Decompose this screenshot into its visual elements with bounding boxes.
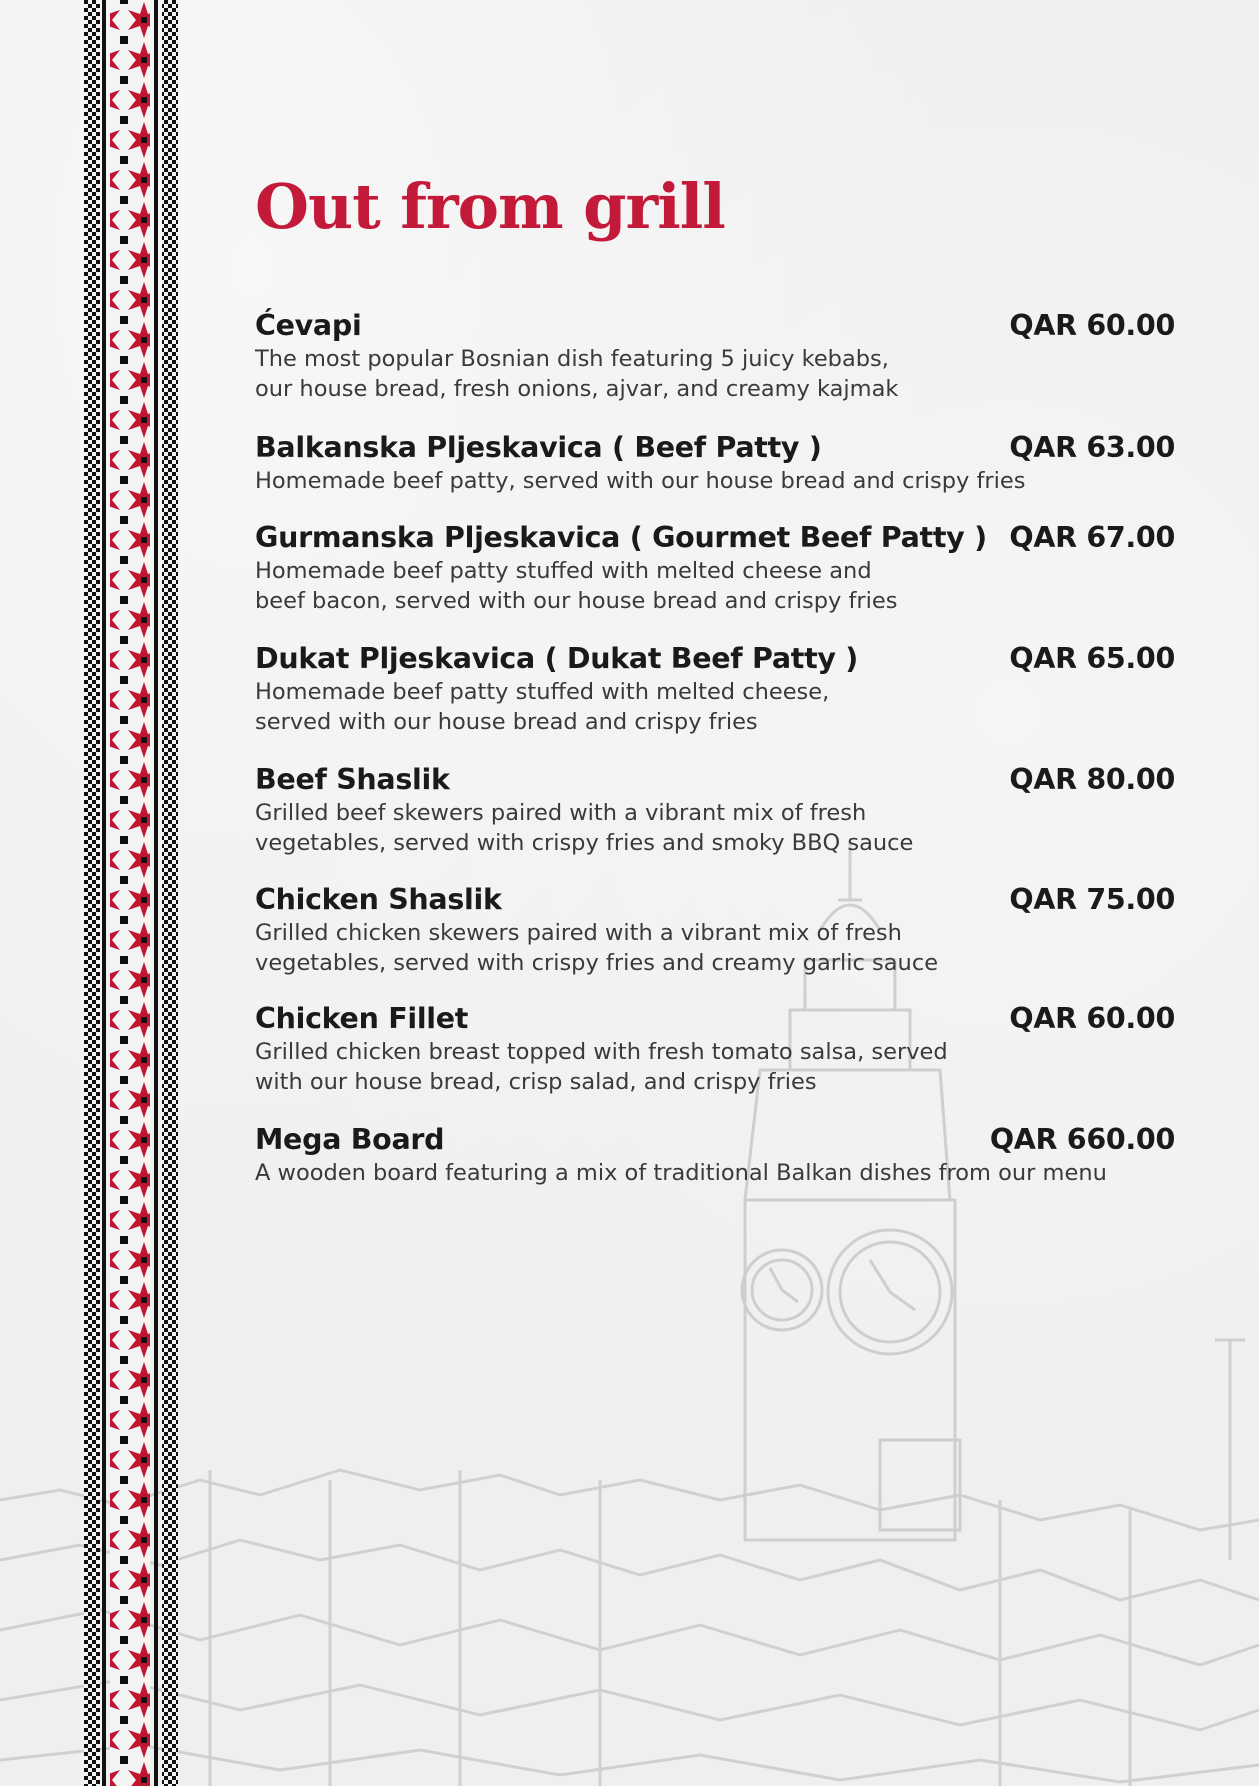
item-description: Grilled chicken skewers paired with a vibrant mix of fresh vegetables, served with crispy fries and creamy garlic sauce [255,920,939,976]
item-name: Chicken Shaslik [255,883,502,916]
item-price: QAR 63.00 [1009,431,1175,464]
item-price: QAR 60.00 [1009,309,1175,342]
item-price: QAR 660.00 [989,1123,1175,1156]
menu-item [255,762,1175,858]
menu-item [255,520,1175,616]
item-name: Ćevapi [255,309,362,342]
item-name: Chicken Fillet [255,1002,469,1035]
item-description: Homemade beef patty, served with our house bread and crispy fries [255,468,1026,494]
item-description: Homemade beef patty stuffed with melted cheese, served with our house bread and crispy fries [255,679,830,735]
item-price: QAR 67.00 [1009,521,1175,554]
item-description: A wooden board featuring a mix of traditional Balkan dishes from our menu [255,1160,1107,1186]
item-description: Grilled chicken breast topped with fresh tomato salsa, served with our house bread, crisp salad, and crispy fries [255,1039,948,1095]
menu-item [255,1001,1175,1097]
item-description: Homemade beef patty stuffed with melted cheese and beef bacon, served with our house bread and crispy fries [255,558,898,614]
folk-embroidery-border-pattern-icon [84,0,184,1786]
menu-item [255,1122,1175,1188]
item-description: Grilled beef skewers paired with a vibrant mix of fresh vegetables, served with crispy fries and smoky BBQ sauce [255,800,914,856]
item-price: QAR 75.00 [1009,883,1175,916]
item-description: The most popular Bosnian dish featuring 5 juicy kebabs, our house bread, fresh onions, ajvar, and creamy kajmak [255,346,899,402]
menu-item [255,882,1175,978]
item-name: Balkanska Pljeskavica ( Beef Patty ) [255,431,822,464]
folk-embroidery-border [84,0,184,1786]
item-name: Dukat Pljeskavica ( Dukat Beef Patty ) [255,642,859,675]
item-name: Gurmanska Pljeskavica ( Gourmet Beef Patty ) [255,521,987,554]
menu-item [255,308,1175,404]
item-name: Beef Shaslik [255,763,450,796]
item-price: QAR 80.00 [1009,763,1175,796]
item-name: Mega Board [255,1123,445,1156]
item-price: QAR 65.00 [1009,642,1175,675]
menu-item [255,430,1175,496]
page-title: Out from grill [255,170,725,243]
menu-item [255,641,1175,737]
item-price: QAR 60.00 [1009,1002,1175,1035]
